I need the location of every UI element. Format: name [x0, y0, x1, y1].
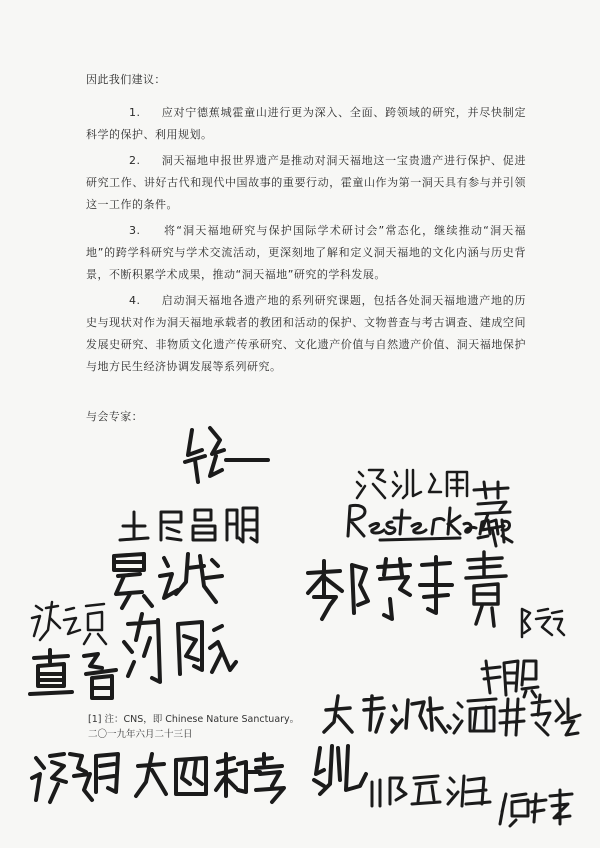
recommendation-number: 4.	[129, 294, 141, 307]
recommendation-item	[86, 150, 526, 216]
signature-18	[310, 740, 370, 800]
document-date: 二〇一九年六月二十三日	[88, 729, 193, 740]
signature-17	[132, 750, 292, 808]
recommendation-item	[86, 102, 526, 146]
signature-8	[462, 550, 510, 630]
intro-text: 因此我们建议：	[86, 73, 166, 86]
footnote	[88, 712, 299, 742]
recommendation-number: 2.	[129, 154, 141, 167]
recommendation-text: 应对宁德蕉城霍童山进行更为深入、全面、跨领域的研究，并尽快制定科学的保护、利用规划。	[86, 106, 527, 141]
recommendation-number: 3.	[129, 224, 141, 237]
signature-1	[180, 420, 270, 490]
recommendation-text: 启动洞天福地各遗产地的系列研究课题，包括各处洞天福地遗产地的历史与现状对作为洞天福地承载者的教团和活动的保护、文物普查与考古调查、建成空间发展史研究、非物质文化遗产传承研究、文化遗产价值与自然遗产价值、洞天福地保护与地方民生经济协调发展等系列研究。	[86, 294, 527, 373]
signature-20	[498, 788, 576, 828]
signature-9	[518, 605, 566, 641]
footnote-text: [1] 注：CNS，即 Chinese Nature Sanctuary。	[88, 714, 300, 725]
signature-6	[104, 546, 234, 616]
signature-5	[468, 480, 518, 552]
signature-11	[28, 648, 123, 706]
signature-12	[118, 612, 238, 692]
recommendation-number: 1.	[129, 106, 141, 119]
recommendation-item	[86, 220, 526, 286]
recommendation-text: 将“洞天福地研究与保护国际学术研讨会”常态化，继续推动“洞天福地”的跨学科研究与学术交流活动，更深刻地了解和定义洞天福地的文化内涵与历史背景，不断积累学术成果，推动“洞天福地”研究的学科发展。	[86, 224, 526, 281]
signature-14	[320, 692, 450, 736]
signature-19	[366, 770, 496, 810]
signature-10	[30, 600, 110, 648]
signature-7	[300, 555, 460, 625]
signature-16	[30, 748, 125, 808]
recommendation-section	[86, 70, 526, 382]
experts-label: 与会专家：	[86, 410, 143, 423]
recommendation-item	[86, 290, 526, 378]
signature-15	[452, 693, 582, 741]
signature-2	[115, 498, 265, 548]
recommendation-text: 洞天福地申报世界遗产是推动对洞天福地这一宝贵遗产进行保护、促进研究工作、讲好古代和现代中国故事的重要行动，霍童山作为第一洞天具有参与并引领这一工作的条件。	[86, 154, 527, 211]
